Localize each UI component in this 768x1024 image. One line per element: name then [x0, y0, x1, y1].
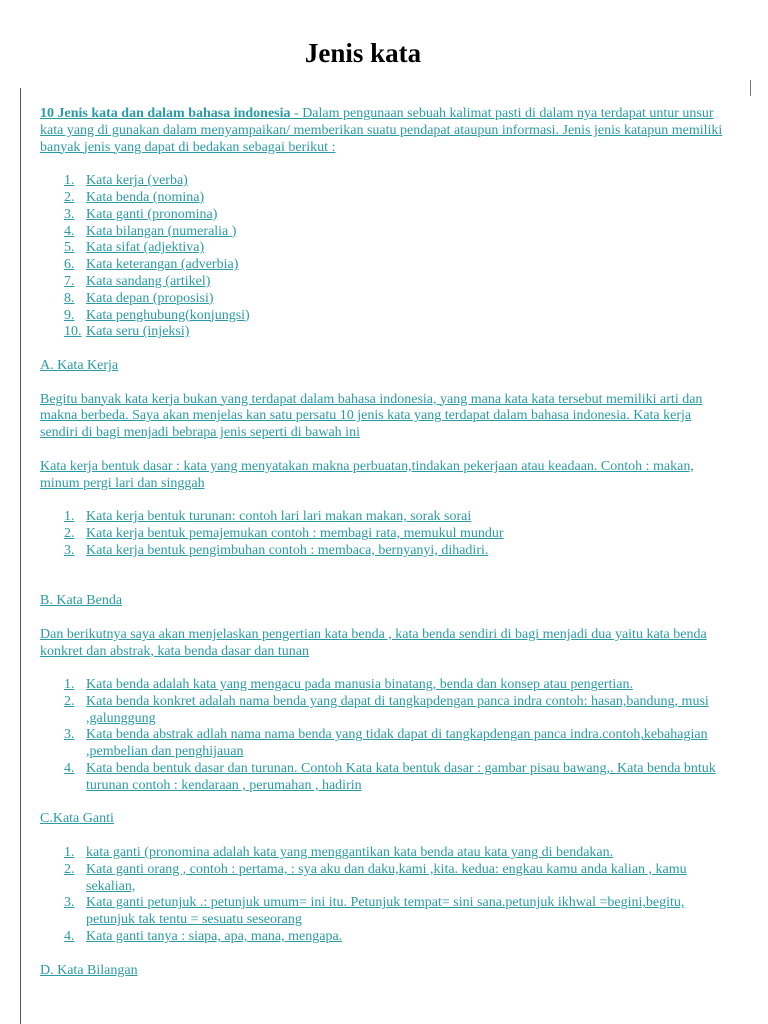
jenis-kata-list: [40, 173, 730, 341]
margin-mark: [750, 80, 751, 96]
section-heading-kata-kerja: A. Kata Kerja: [40, 357, 119, 373]
margin-line: [20, 88, 21, 1024]
intro-paragraph: [40, 106, 730, 156]
list-item: 4. Kata benda bentuk dasar dan turunan. Contoh Kata kata bentuk dasar : gambar pisau bawang,. Kata benda bntuk turunan contoh : kendaraan , perumahan , hadirin: [64, 761, 716, 793]
list-item: 2. Kata ganti orang , contoh : pertama, : sya aku dan daku,kami ,kita. kedua: engkau kamu anda kalian , kamu sekalian,: [64, 861, 687, 894]
list-item: 4. Kata bilangan (numeralia ): [64, 223, 237, 239]
kata-kerja-dasar-paragraph: Kata kerja bentuk dasar : kata yang menyatakan makna perbuatan,tindakan pekerjaan atau keadaan. Contoh : makan, minum pergi lari dan singgah: [40, 458, 694, 491]
list-item: 1. Kata kerja (verba): [64, 173, 188, 189]
intro-text: - Dalam pengunaan sebuah kalimat pasti di dalam nya terdapat untur unsur kata yang di gunakan dalam menyampaikan/ memberikan suatu pendapat ataupun informasi. Jenis jenis katapun memiliki banyak jenis yang dapat di bedakan sebagai berikut :: [40, 106, 723, 155]
list-item: 6. Kata keterangan (adverbia): [64, 257, 239, 273]
intro-heading: 10 Jenis kata dan dalam bahasa indonesia: [40, 106, 291, 121]
list-item: 1. kata ganti (pronomina adalah kata yang menggantikan kata benda atau kata yang di bendakan.: [64, 845, 614, 861]
list-item: 9. Kata penghubung(konjungsi): [64, 307, 250, 323]
list-item: 7. Kata sandang (artikel): [64, 273, 211, 289]
kata-benda-list: [40, 677, 730, 795]
list-item: 10. Kata seru (injeksi): [64, 324, 190, 340]
kata-kerja-paragraph: Begitu banyak kata kerja bukan yang terdapat dalam bahasa indonesia, yang mana kata kata tersebut memiliki arti dan makna berbeda. Saya akan menjelas kan satu persatu 10 jenis kata yang terdapat dalam bahasa indonesia. Kata kerja sendiri di bagi menjadi bebrapa jenis seperti di bawah ini: [40, 391, 703, 441]
kata-benda-paragraph: Dan berikutnya saya akan menjelaskan pengertian kata benda , kata benda sendiri di bagi menjadi dua yaitu kata benda konkret dan abstrak, kata benda dasar dan tunan: [40, 626, 707, 659]
list-item: 5. Kata sifat (adjektiva): [64, 240, 205, 256]
list-item: 3. Kata ganti petunjuk .: petunjuk umum= ini itu. Petunjuk tempat= sini sana.petunjuk ikhwal =begini,begitu, petunjuk tak tentu = sesuatu seseorang: [64, 895, 685, 928]
section-heading-kata-ganti: C.Kata Ganti: [40, 811, 114, 827]
list-item: 3. Kata ganti (pronomina): [64, 206, 218, 222]
list-item: 8. Kata depan (proposisi): [64, 290, 214, 306]
document-title: Jenis kata: [304, 38, 422, 68]
list-item: 1. Kata benda adalah kata yang mengacu pada manusia binatang, benda dan konsep atau pengertian.: [64, 677, 633, 693]
kata-kerja-list: [40, 509, 730, 559]
list-item: 2. Kata kerja bentuk pemajemukan contoh : membagi rata, memukul mundur: [64, 525, 504, 541]
list-item: 2. Kata benda konkret adalah nama benda yang dapat di tangkapdengan panca indra contoh: hasan,bandung, musi ,galunggung: [64, 693, 709, 726]
section-heading-kata-benda: B. Kata Benda: [40, 593, 123, 609]
list-item: 3. Kata benda abstrak adlah nama nama benda yang tidak dapat di tangkapdengan panca indra.contoh,kebahagian ,pembelian dan penghijauan: [64, 727, 708, 760]
kata-ganti-list: [40, 845, 730, 946]
list-item: 2. Kata benda (nomina): [64, 189, 205, 205]
list-item: 3. Kata kerja bentuk pengimbuhan contoh : membaca, bernyanyi, dihadiri.: [64, 542, 489, 558]
list-item: 1. Kata kerja bentuk turunan: contoh lari lari makan makan, sorak sorai: [64, 509, 472, 525]
document-body: [40, 106, 730, 979]
section-heading-kata-bilangan: D. Kata Bilangan: [40, 962, 138, 978]
list-item: 4. Kata ganti tanya : siapa, apa, mana, mengapa.: [64, 929, 343, 945]
